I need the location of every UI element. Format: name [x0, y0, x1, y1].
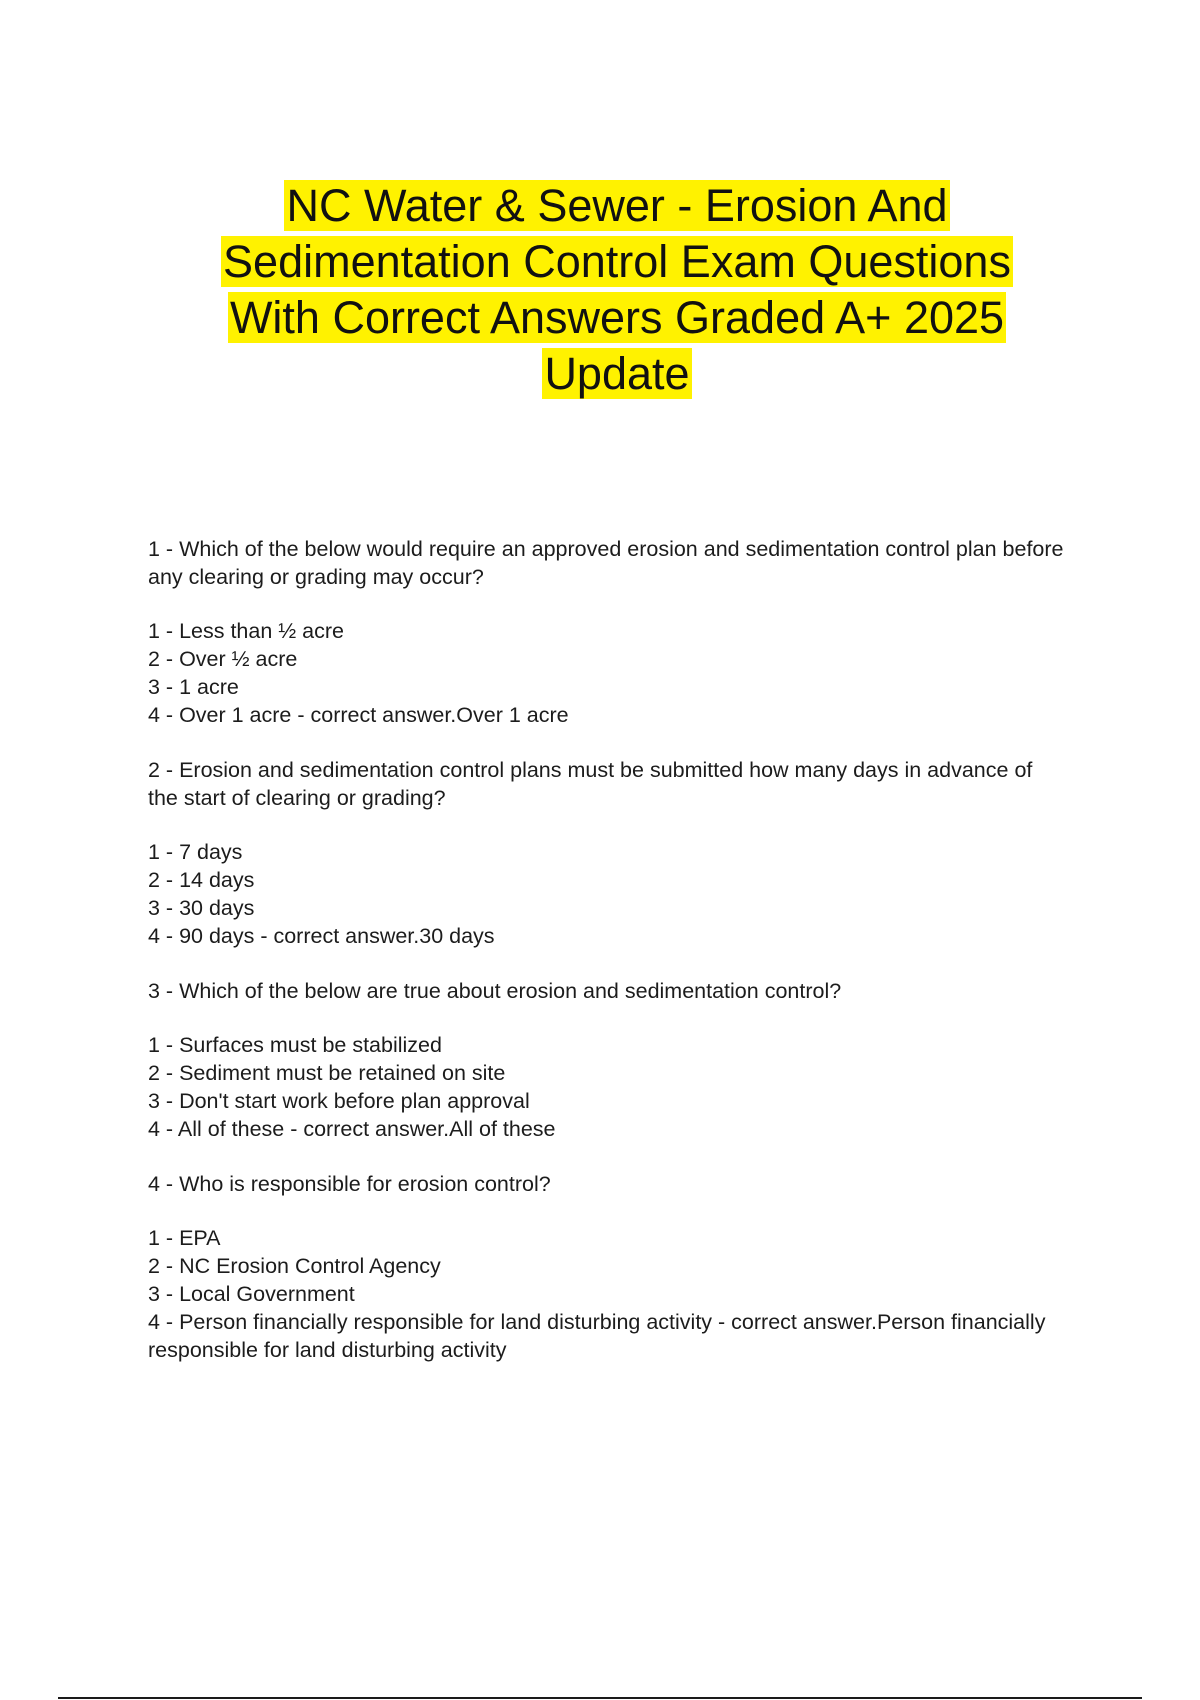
page-bottom-divider	[58, 1697, 1142, 1699]
answer-option: 1 - 7 days	[148, 840, 243, 864]
answer-option: 1 - Less than ½ acre	[148, 619, 344, 643]
title-line: Sedimentation Control Exam Questions	[223, 236, 1011, 287]
question-block	[148, 535, 1068, 729]
answer-options	[148, 1224, 1068, 1364]
answer-option: 4 - All of these - correct answer.All of these	[148, 1117, 556, 1141]
answer-option: 3 - Local Government	[148, 1282, 355, 1306]
answer-option: 4 - Person financially responsible for land disturbing activity - correct answer.Person financially responsible for land disturbing activity	[148, 1310, 1046, 1362]
answer-option: 3 - 1 acre	[148, 675, 239, 699]
question-prompt: 1 - Which of the below would require an approved erosion and sedimentation control plan before any clearing or grading may occur?	[148, 537, 1064, 589]
question-block	[148, 977, 1068, 1143]
question-prompt: 4 - Who is responsible for erosion control?	[148, 1172, 551, 1196]
answer-option: 2 - 14 days	[148, 868, 255, 892]
answer-options	[148, 1031, 1068, 1143]
title-line: With Correct Answers Graded A+ 2025	[229, 292, 1005, 343]
question-block	[148, 1170, 1068, 1364]
answer-option: 4 - 90 days - correct answer.30 days	[148, 924, 495, 948]
answer-option: 3 - 30 days	[148, 896, 255, 920]
question-block	[148, 756, 1068, 950]
answer-option: 3 - Don't start work before plan approval	[148, 1089, 530, 1113]
answer-options	[148, 617, 1068, 729]
answer-option: 2 - Over ½ acre	[148, 647, 298, 671]
answer-option: 2 - NC Erosion Control Agency	[148, 1254, 441, 1278]
title-line: Update	[544, 348, 690, 399]
answer-options	[148, 838, 1068, 950]
question-prompt: 2 - Erosion and sedimentation control plans must be submitted how many days in advance of the start of clearing or grading?	[148, 758, 1033, 810]
answer-option: 4 - Over 1 acre - correct answer.Over 1 acre	[148, 703, 569, 727]
answer-option: 1 - Surfaces must be stabilized	[148, 1033, 442, 1057]
answer-option: 1 - EPA	[148, 1226, 221, 1250]
title-line: NC Water & Sewer - Erosion And	[286, 180, 948, 231]
answer-option: 2 - Sediment must be retained on site	[148, 1061, 506, 1085]
question-list	[148, 535, 1068, 1391]
question-prompt: 3 - Which of the below are true about erosion and sedimentation control?	[148, 979, 842, 1003]
document-title	[150, 178, 1084, 402]
